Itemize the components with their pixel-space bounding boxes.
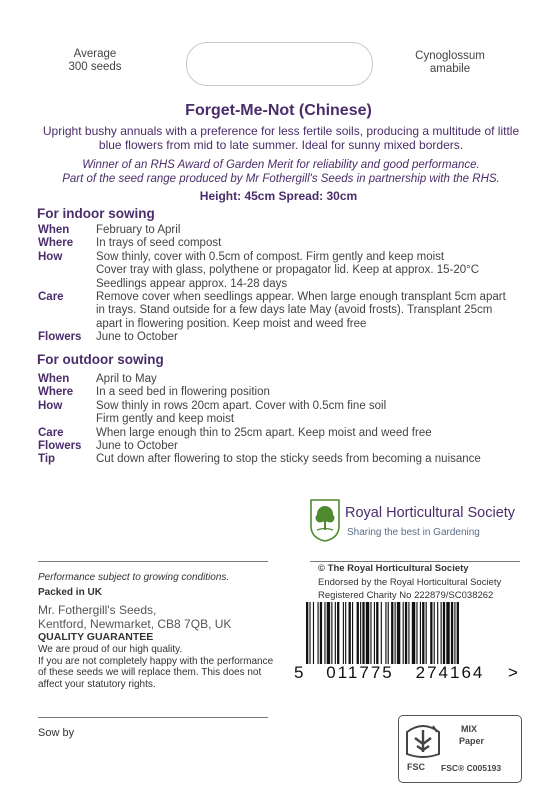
guarantee-title: QUALITY GUARANTEE: [38, 631, 154, 643]
row-value: [96, 291, 518, 331]
indoor-row-how: [38, 251, 518, 291]
barcode-bar: [437, 602, 438, 664]
barcode-bar: [426, 602, 427, 664]
row-value: [96, 427, 518, 440]
barcode-bar: [349, 602, 351, 664]
row-value: [96, 386, 518, 399]
barcode-bar: [388, 602, 389, 664]
barcode-bar: [454, 602, 455, 664]
indoor-row-when: [38, 224, 518, 237]
latin-name: [400, 50, 500, 76]
barcode: [290, 600, 522, 680]
row-label: How: [38, 399, 63, 412]
guarantee-line: affect your statutory rights.: [38, 678, 156, 690]
row-value: [96, 251, 518, 291]
packet-window: [186, 42, 373, 86]
barcode-bar: [405, 602, 407, 664]
outdoor-row-where: [38, 386, 518, 399]
award-line: Winner of an RHS Award of Garden Merit for reliability and good performance.: [82, 159, 480, 171]
fsc-label: FSC: [407, 762, 425, 772]
divider: [310, 561, 520, 562]
barcode-bar: [416, 602, 417, 664]
outdoor-row-how: [38, 400, 518, 427]
barcode-bar: [352, 602, 353, 664]
barcode-quiet-mark: >: [508, 663, 518, 680]
divider: [38, 717, 268, 718]
barcode-bar: [360, 602, 361, 664]
barcode-bar: [309, 602, 310, 664]
rhs-name: Royal Horticultural Society: [345, 505, 516, 521]
barcode-bar: [331, 602, 332, 664]
rhs-charity: Registered Charity No 222879/SC038262: [318, 590, 494, 601]
outdoor-row-when: [38, 373, 518, 386]
row-value-line: In a seed bed in flowering position: [96, 386, 270, 399]
barcode-bar: [385, 602, 386, 664]
barcode-bar: [422, 602, 424, 664]
barcode-digits: 5: [294, 663, 306, 680]
row-value: [96, 373, 518, 386]
row-value: [96, 224, 518, 237]
address-line: Mr. Fothergill's Seeds,: [38, 603, 157, 617]
award-line: Part of the seed range produced by Mr Fothergill's Seeds in partnership with the RHS.: [62, 173, 500, 185]
barcode-bar: [397, 602, 400, 664]
outdoor-row-flowers: [38, 440, 518, 453]
row-value-line: in trays. Stand outside for a few days late May (avoid frosts). Transplant 25cm: [96, 304, 493, 317]
barcode-bar: [381, 602, 382, 664]
fsc-paper: Paper: [459, 736, 485, 746]
row-value: [96, 453, 518, 466]
row-value-line: April to May: [96, 373, 157, 385]
row-value-line: June to October: [96, 331, 178, 344]
divider: [38, 561, 268, 562]
barcode-bar: [430, 602, 432, 664]
barcode-digits: 011775: [326, 663, 394, 680]
barcode-bar: [446, 602, 449, 664]
row-label: Care: [38, 426, 64, 439]
barcode-bar: [324, 602, 325, 664]
barcode-bar: [343, 602, 344, 664]
fsc-code: FSC® C005193: [441, 763, 502, 773]
barcode-bar: [337, 602, 339, 664]
row-value-line: Cut down after flowering to stop the sticky seeds from becoming a nuisance: [96, 453, 481, 466]
rhs-tree-icon: [308, 498, 342, 542]
guarantee-line: If you are not completely happy with the performance: [38, 655, 274, 667]
barcode-bar: [434, 602, 435, 664]
indoor-row-flowers: [38, 331, 518, 344]
guarantee-text: [38, 644, 273, 690]
row-value: [96, 440, 518, 453]
barcode-bar: [366, 602, 369, 664]
barcode-bar: [376, 602, 378, 664]
barcode-bar: [357, 602, 359, 664]
row-value-line: Firm gently and keep moist: [96, 413, 235, 426]
outdoor-row-tip: [38, 453, 518, 466]
row-value-line: Cover tray with glass, polythene or propagator lid. Keep at approx. 15-20°C: [96, 264, 480, 277]
fsc-tree-icon: [403, 720, 443, 762]
fsc-mix: MIX: [461, 724, 478, 734]
barcode-bar: [451, 602, 453, 664]
rhs-tagline: Sharing the best in Gardening: [347, 527, 480, 538]
latin-genus: Cynoglossum: [415, 50, 485, 62]
row-label: How: [38, 250, 63, 263]
award-text: [36, 158, 526, 186]
fsc-logo: [398, 715, 522, 783]
row-value-line: February to April: [96, 224, 181, 236]
row-label: Where: [38, 386, 74, 399]
row-label: Tip: [38, 453, 56, 466]
barcode-bar: [362, 602, 364, 664]
dimensions: Height: 45cm Spread: 30cm: [199, 189, 358, 203]
outdoor-row-care: [38, 427, 518, 440]
barcode-bar: [313, 602, 314, 664]
barcode-bar: [327, 602, 330, 664]
row-label: Where: [38, 237, 74, 250]
row-value-line: June to October: [96, 440, 178, 452]
row-value-line: apart in flowering position. Keep moist and weed free: [96, 317, 367, 330]
indoor-heading: For indoor sowing: [37, 206, 155, 221]
row-value-line: Sow thinly in rows 20cm apart. Cover with 0.5cm fine soil: [96, 399, 387, 412]
indoor-row-care: [38, 291, 518, 331]
row-value-line: When large enough thin to 25cm apart. Keep moist and weed free: [96, 426, 432, 439]
row-label: When: [38, 224, 70, 236]
indoor-row-where: [38, 237, 518, 250]
row-value-line: Remove cover when seedlings appear. When large enough transplant 5cm apart: [96, 291, 506, 303]
row-value-line: Sow thinly, cover with 0.5cm of compost. Firm gently and keep moist: [96, 250, 445, 263]
seed-count-value: 300 seeds: [68, 61, 122, 73]
barcode-bar: [403, 602, 404, 664]
description: [36, 124, 526, 152]
barcode-bar: [408, 602, 409, 664]
latin-species: amabile: [429, 63, 471, 75]
sow-by-label: Sow by: [38, 727, 75, 739]
guarantee-line: We are proud of our high quality.: [38, 644, 183, 655]
row-label: Flowers: [38, 440, 82, 452]
performance-note: Performance subject to growing conditions.: [38, 572, 230, 583]
row-value-line: In trays of seed compost: [96, 237, 222, 250]
row-value-line: Seedlings appear approx. 14-28 days: [96, 277, 288, 290]
guarantee-line: of these seeds we will replace them. This does not: [38, 667, 262, 678]
seed-count: [40, 48, 150, 74]
barcode-digits: 274164: [415, 663, 485, 680]
row-value: [96, 331, 518, 344]
barcode-bar: [318, 602, 319, 664]
barcode-bar: [443, 602, 445, 664]
barcode-bar: [374, 602, 375, 664]
barcode-bar: [395, 602, 396, 664]
row-label: When: [38, 373, 70, 385]
barcode-bar: [306, 602, 308, 664]
barcode-bar: [345, 602, 346, 664]
packed-in: Packed in UK: [38, 587, 102, 598]
barcode-bar: [370, 602, 371, 664]
row-label: Care: [38, 291, 64, 303]
row-value: [96, 400, 518, 427]
address-line: Kentford, Newmarket, CB8 7QB, UK: [38, 617, 232, 631]
barcode-bar: [320, 602, 322, 664]
barcode-bar: [420, 602, 421, 664]
description-line: blue flowers from mid to late summer. Ideal for sunny mixed borders.: [98, 138, 464, 152]
description-line: Upright bushy annuals with a preference for less fertile soils, producing a multitude of little: [42, 124, 520, 138]
outdoor-heading: For outdoor sowing: [37, 352, 164, 367]
address: [38, 603, 231, 631]
seed-count-label: Average: [73, 48, 117, 60]
barcode-bar: [335, 602, 336, 664]
rhs-endorsed: Endorsed by the Royal Horticultural Society: [318, 577, 502, 588]
page-title: Forget-Me-Not (Chinese): [185, 102, 372, 119]
barcode-bar: [441, 602, 442, 664]
row-label: Flowers: [38, 331, 82, 344]
barcode-bar: [457, 602, 459, 664]
barcode-bar: [391, 602, 393, 664]
barcode-bar: [412, 602, 415, 664]
row-value: [96, 237, 518, 250]
rhs-copyright: © The Royal Horticultural Society: [318, 563, 469, 574]
